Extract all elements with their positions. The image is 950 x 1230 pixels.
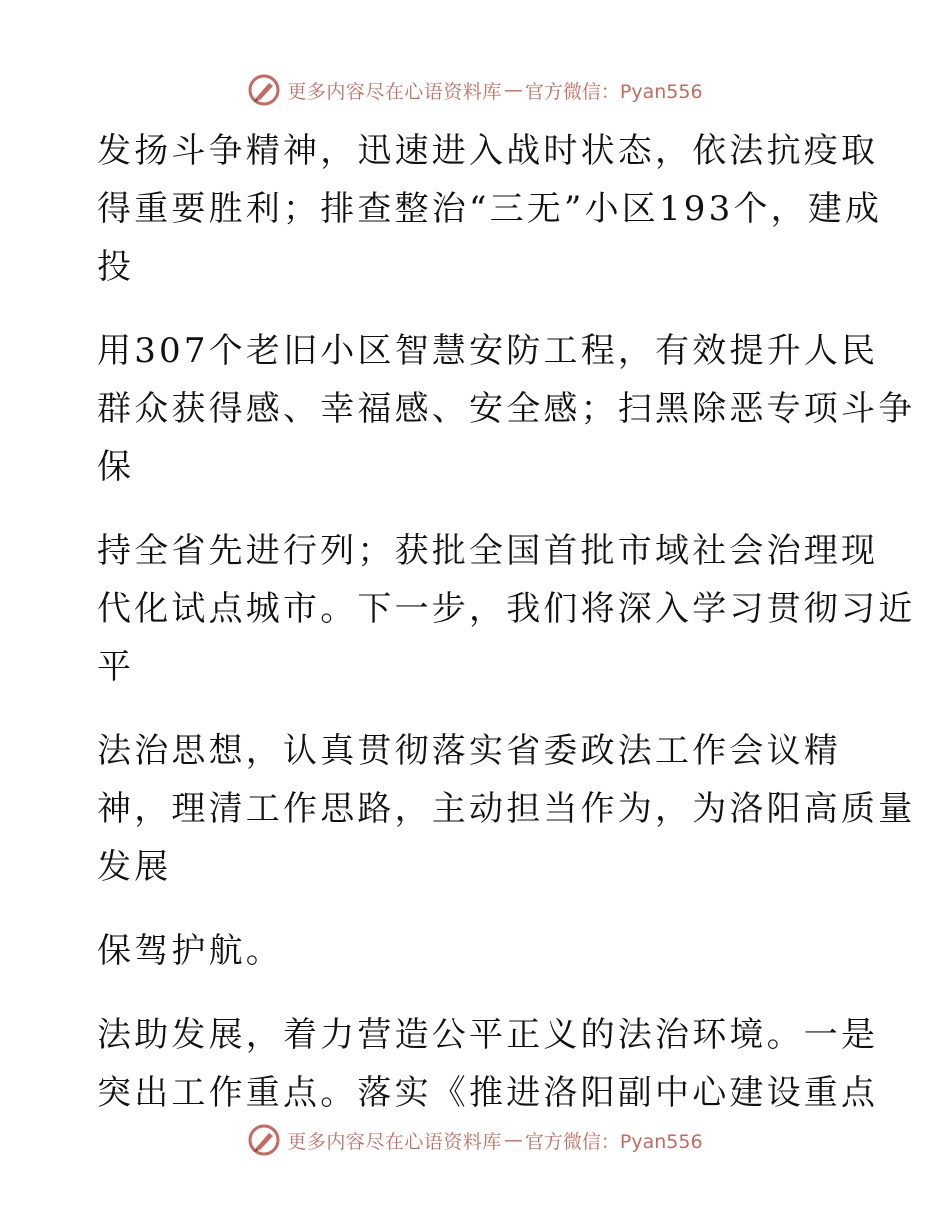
paragraph [97,522,916,696]
banner-brand-text: 更多内容尽在心语资料库 [287,1130,502,1153]
text-line: 平 [97,647,135,687]
paragraph [97,322,916,496]
text-line: 突出工作重点。落实《推进洛阳副中心建设重点 [97,1073,879,1113]
text-line: 法助发展，着力营造公平正义的法治环境。一是 [97,1015,879,1055]
text-line: 得重要胜利；排查整治“三无”小区193个，建成 [97,189,883,229]
header-banner [0,70,950,110]
paragraph [97,1006,879,1122]
text-line: 神，理清工作思路，主动担当作为，为洛阳高质量 [97,789,916,829]
text-line: 法治思想，认真贯彻落实省委政法工作会议精 [97,731,841,771]
text-line: 保驾护航。 [97,931,283,971]
text-line: 投 [97,247,135,287]
text-line: 发展 [97,847,172,887]
banner-official-account: 官方微信：Pyan556 [524,80,703,103]
text-line: 群众获得感、幸福感、安全感；扫黑除恶专项斗争 [97,389,916,429]
text-line: 保 [97,447,135,487]
text-line: 代化试点城市。下一步，我们将深入学习贯彻习近 [97,589,916,629]
footer-banner [0,1120,950,1160]
paragraph [97,122,883,296]
paragraph [97,922,857,980]
paragraph [97,722,916,896]
banner-separator: — [503,79,523,101]
pen-logo-icon [247,73,281,107]
text-line: 发扬斗争精神，迅速进入战时状态，依法抗疫取 [97,131,879,171]
text-line: 持全省先进行列；获批全国首批市域社会治理现 [97,531,879,571]
banner-official-account: 官方微信：Pyan556 [524,1130,703,1153]
text-line: 用307个老旧小区智慧安防工程，有效提升人民 [97,331,879,371]
pen-logo-icon [247,1123,281,1157]
banner-brand-text: 更多内容尽在心语资料库 [287,80,502,103]
banner-separator: — [503,1129,523,1151]
document-body [97,122,916,1148]
